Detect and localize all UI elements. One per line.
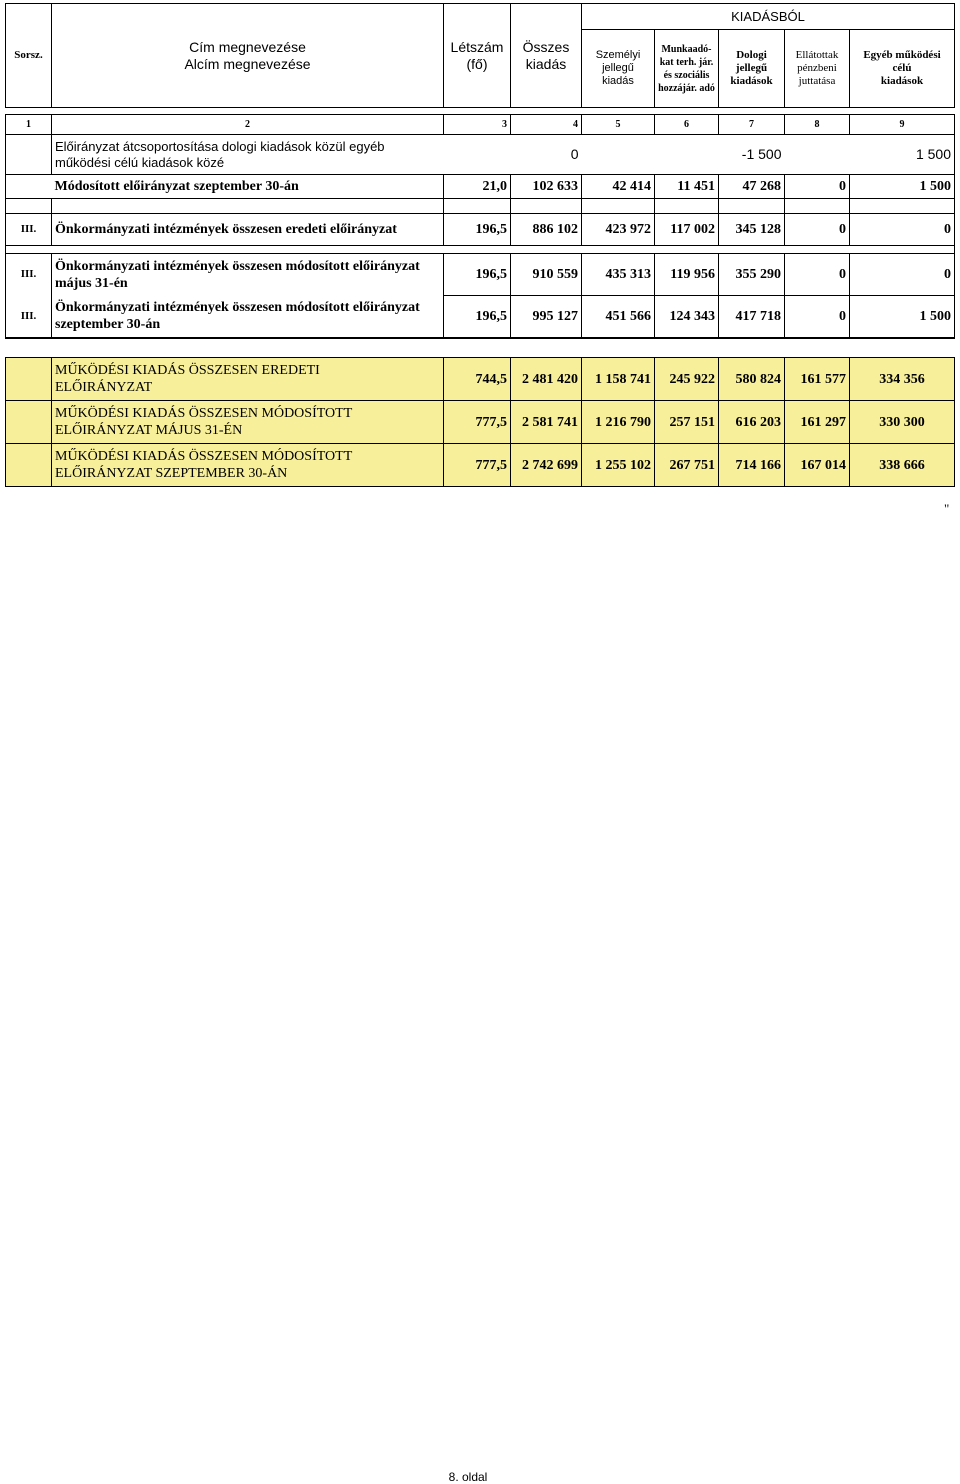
header-letszam	[444, 4, 511, 108]
row-label-mukodesi-szept	[52, 444, 444, 487]
value-cell: 0	[570, 146, 579, 162]
empty-cell	[719, 199, 785, 214]
header-szemelyi	[582, 30, 655, 108]
label-line: MŰKÖDÉSI KIADÁS ÖSSZESEN EREDETI	[55, 363, 320, 378]
header-line: Személyi	[595, 49, 641, 61]
row-sorsz: III.	[6, 254, 52, 296]
value-cell: 910 559	[511, 254, 582, 296]
empty-cell	[850, 199, 955, 214]
empty-cell	[444, 135, 511, 175]
spacer	[6, 338, 955, 358]
value-cell: 196,5	[444, 254, 511, 296]
value-cell: 2 742 699	[511, 444, 582, 487]
quote-mark: "	[944, 501, 950, 516]
value-cell: 117 002	[655, 214, 719, 246]
value-cell: 714 166	[719, 444, 785, 487]
header-line: kat terh. jár.	[659, 56, 714, 68]
value-cell: 1 255 102	[582, 444, 655, 487]
empty-cell	[6, 135, 52, 175]
col-number: 7	[719, 115, 785, 135]
row-label-atcsop	[52, 135, 444, 175]
value-cell: 616 203	[719, 401, 785, 444]
empty-cell	[785, 199, 850, 214]
header-cim-line: Cím megnevezése	[189, 38, 306, 55]
empty-cell	[655, 199, 719, 214]
header-line: Ellátottak	[795, 49, 839, 61]
empty-cell	[444, 199, 511, 214]
header-line: kiadások	[730, 75, 773, 87]
value-cell: 0	[785, 214, 850, 246]
empty-cell	[6, 358, 52, 401]
budget-table	[5, 3, 955, 487]
header-line: Egyéb működési célú	[863, 49, 941, 74]
empty-cell	[582, 135, 655, 175]
empty-cell	[6, 175, 52, 199]
value-cell: 1 500	[850, 135, 955, 175]
row-label-iii-eredeti: Önkormányzati intézmények összesen eredeti előirányzat	[52, 214, 444, 246]
value-cell: 0	[785, 175, 850, 199]
value-cell: 2 581 741	[511, 401, 582, 444]
header-dologi	[719, 30, 785, 108]
value-cell: 2 481 420	[511, 358, 582, 401]
header-line: Dologi	[736, 49, 767, 61]
label-line: ELŐIRÁNYZAT	[55, 380, 153, 395]
empty-cell	[6, 444, 52, 487]
label-line: szeptember 30-án	[55, 317, 161, 332]
label-line: MŰKÖDÉSI KIADÁS ÖSSZESEN MÓDOSÍTOTT	[55, 449, 353, 464]
value-cell: 124 343	[655, 296, 719, 338]
header-line: Munkaadó-	[661, 43, 712, 55]
label-line: Önkormányzati intézmények összesen módosított előirányzat	[55, 300, 420, 315]
value-cell: 744,5	[444, 358, 511, 401]
value-cell: 334 356	[850, 358, 955, 401]
label-line: ELŐIRÁNYZAT MÁJUS 31-ÉN	[55, 423, 243, 438]
value-cell: 886 102	[511, 214, 582, 246]
header-sorsz: Sorsz.	[6, 4, 52, 108]
value-cell: 330 300	[850, 401, 955, 444]
col-number: 8	[785, 115, 850, 135]
value-cell: 167 014	[785, 444, 850, 487]
header-ellatottak	[785, 30, 850, 108]
header-kiadas-line: kiadás	[525, 55, 567, 72]
value-cell: 119 956	[655, 254, 719, 296]
row-label-iii-szept	[52, 296, 444, 338]
row-label-mukodesi-eredeti	[52, 358, 444, 401]
value-cell: 21,0	[444, 175, 511, 199]
spacer	[6, 108, 955, 115]
header-alcim-line: Alcím megnevezése	[184, 55, 311, 72]
empty-cell	[511, 199, 582, 214]
col-number: 9	[850, 115, 955, 135]
spacer	[6, 246, 955, 254]
value-cell: 338 666	[850, 444, 955, 487]
value-cell: 0	[785, 254, 850, 296]
col-number: 3	[444, 115, 511, 135]
value-cell: 1 216 790	[582, 401, 655, 444]
row-sorsz: III.	[6, 296, 52, 338]
value-cell: 451 566	[582, 296, 655, 338]
header-line: hozzájár. adó	[658, 82, 715, 94]
value-cell: 435 313	[582, 254, 655, 296]
value-cell: -1 500	[741, 146, 782, 162]
value-cell: 345 128	[719, 214, 785, 246]
col-number: 6	[655, 115, 719, 135]
label-line: Előirányzat átcsoportosítása dologi kiadások közül egyéb	[55, 138, 385, 154]
empty-cell	[6, 199, 52, 214]
label-line: ELŐIRÁNYZAT SZEPTEMBER 30-ÁN	[55, 466, 288, 481]
header-line: jellegű	[735, 62, 768, 74]
value-cell: 102 633	[511, 175, 582, 199]
value-cell: 0	[850, 254, 955, 296]
row-label-iii-majus	[52, 254, 444, 296]
value-cell: 42 414	[582, 175, 655, 199]
value-cell: 1 158 741	[582, 358, 655, 401]
value-cell: 417 718	[719, 296, 785, 338]
empty-cell	[52, 199, 444, 214]
empty-cell	[655, 135, 719, 175]
header-line: pénzbeni	[797, 62, 837, 74]
value-cell: 995 127	[511, 296, 582, 338]
header-line: jellegű kiadás	[602, 62, 634, 87]
header-line: juttatása	[798, 75, 836, 87]
label-line: Önkormányzati intézmények összesen módosított előirányzat	[55, 258, 420, 274]
row-sorsz: III.	[6, 214, 52, 246]
header-letszam-line: Létszám	[450, 38, 504, 55]
label-line: MŰKÖDÉSI KIADÁS ÖSSZESEN MÓDOSÍTOTT	[55, 406, 353, 421]
value-cell: 0	[785, 296, 850, 338]
value-cell: 257 151	[655, 401, 719, 444]
row-label-mukodesi-majus	[52, 401, 444, 444]
value-cell: 580 824	[719, 358, 785, 401]
header-fo-line: (fő)	[466, 55, 488, 72]
value-cell: 423 972	[582, 214, 655, 246]
header-cim	[52, 4, 444, 108]
value-cell: 355 290	[719, 254, 785, 296]
row-label-modositott: Módosított előirányzat szeptember 30-án	[52, 175, 444, 199]
value-cell: 1 500	[850, 175, 955, 199]
value-cell: 245 922	[655, 358, 719, 401]
header-munkaado	[655, 30, 719, 108]
col-number: 2	[52, 115, 444, 135]
col-number: 1	[6, 115, 52, 135]
label-line: május 31-én	[55, 275, 128, 291]
label-line: működési célú kiadások közé	[55, 154, 225, 170]
header-egyeb	[850, 30, 955, 108]
page-number: 8. oldal	[448, 1470, 488, 1484]
value-cell: 777,5	[444, 444, 511, 487]
header-line: és szociális	[663, 69, 710, 81]
header-osszes-line: Összes	[522, 38, 570, 55]
value-cell: 161 297	[785, 401, 850, 444]
value-cell: 777,5	[444, 401, 511, 444]
value-cell: 0	[850, 214, 955, 246]
value-cell: 47 268	[719, 175, 785, 199]
empty-cell	[582, 199, 655, 214]
header-kiadasbol: KIADÁSBÓL	[582, 4, 955, 30]
value-cell: 196,5	[444, 296, 511, 338]
value-cell: 1 500	[850, 296, 955, 338]
value-cell: 196,5	[444, 214, 511, 246]
header-osszes	[511, 4, 582, 108]
value-cell: 11 451	[655, 175, 719, 199]
empty-cell	[6, 401, 52, 444]
value-cell: 161 577	[785, 358, 850, 401]
col-number: 5	[582, 115, 655, 135]
col-number: 4	[511, 115, 582, 135]
header-line: kiadások	[880, 75, 924, 87]
value-cell: 267 751	[655, 444, 719, 487]
empty-cell	[785, 135, 850, 175]
